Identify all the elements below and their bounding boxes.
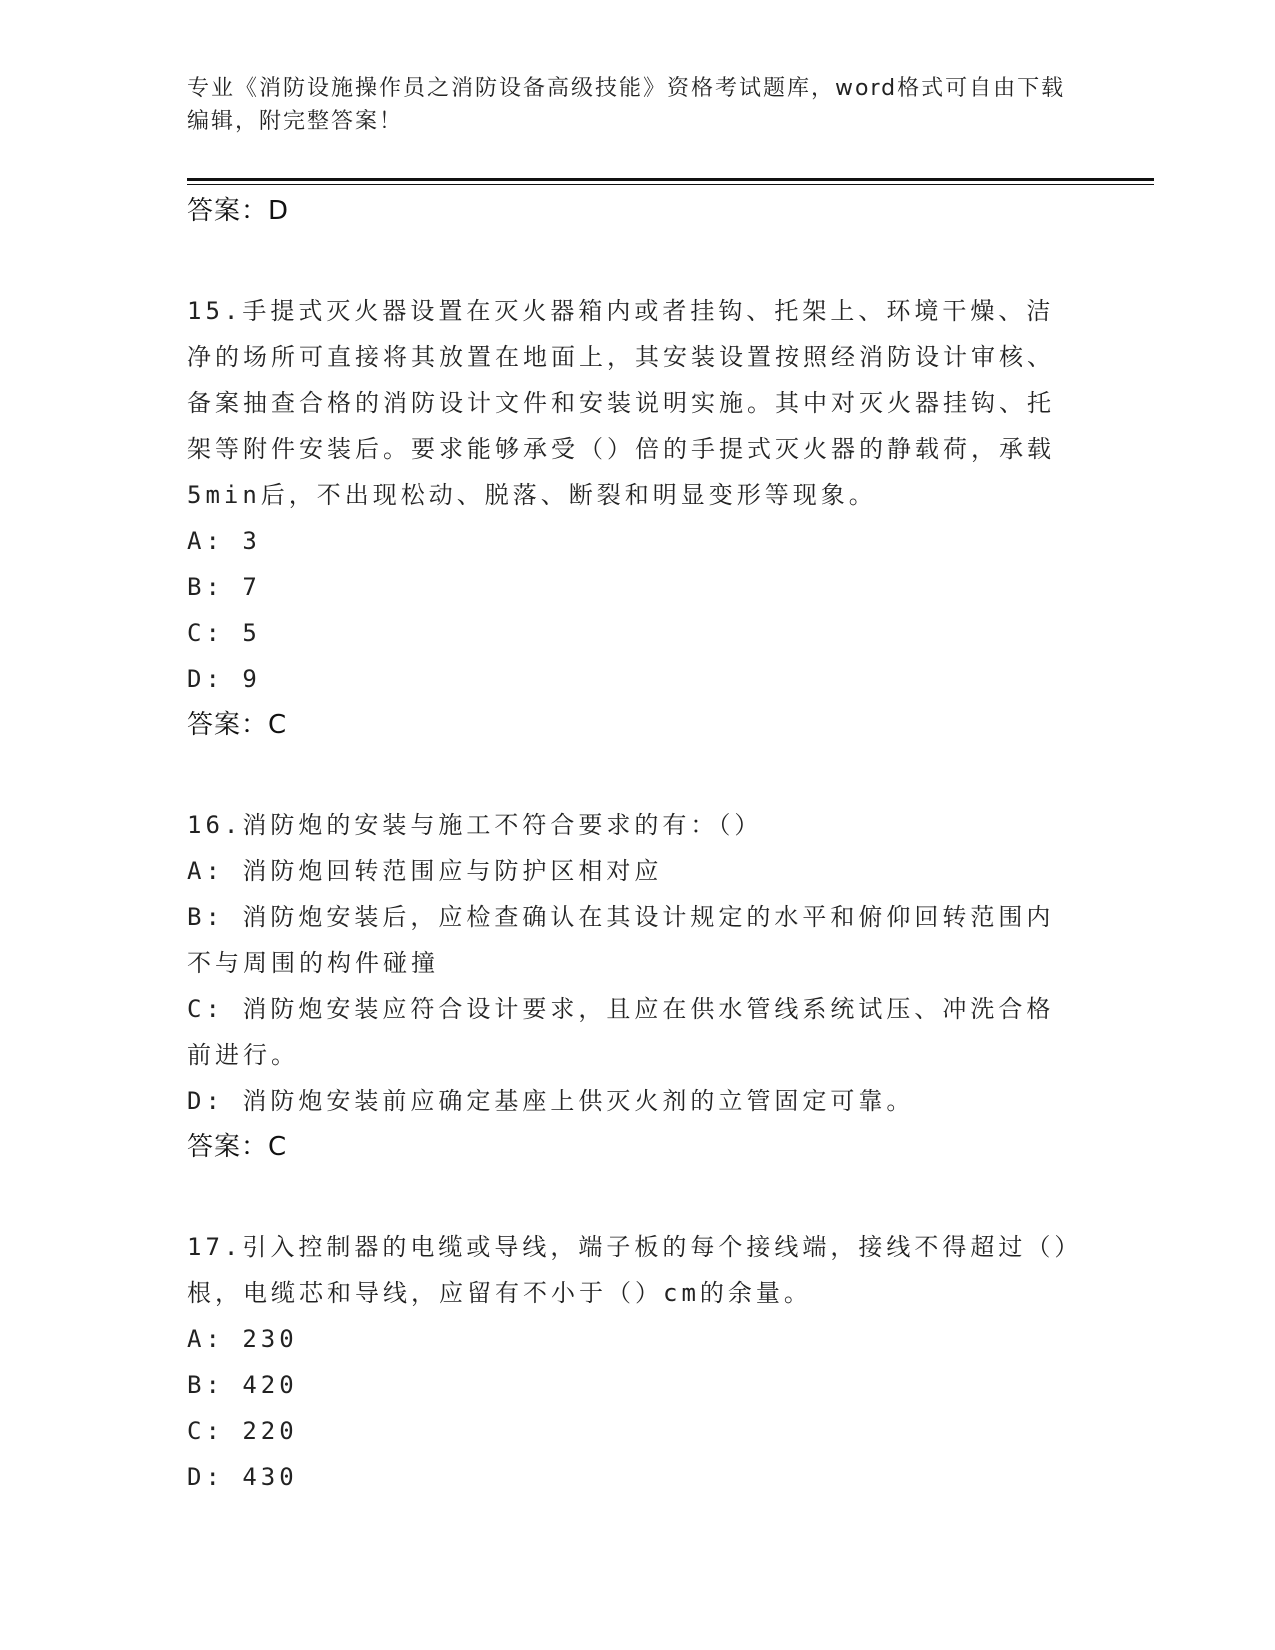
question-stem: 16.消防炮的安装与施工不符合要求的有：（） [187,811,763,839]
option-a: A: 230 [187,1325,298,1353]
option-d: D: 9 [187,665,261,693]
option-b: B: 420 [187,1371,298,1399]
spacer [187,748,1077,802]
option-c: C: 5 [187,619,261,647]
option-a: A: 消防炮回转范围应与防护区相对应 [187,857,663,885]
question-block [187,802,1077,1170]
spacer [187,1170,1077,1224]
option-c: C: 220 [187,1417,298,1445]
option-b: B: 消防炮安装后，应检查确认在其设计规定的水平和俯仰回转范围内不与周围的构件碰撞 [187,903,1055,977]
option-d: D: 消防炮安装前应确定基座上供灭火剂的立管固定可靠。 [187,1087,915,1115]
question-block [187,288,1077,748]
document-body [187,188,1077,1500]
spacer [187,234,1077,288]
question-block [187,1224,1077,1500]
answer-line: 答案：D [187,196,290,226]
option-a: A: 3 [187,527,261,555]
answer-line: 答案：C [187,1132,288,1162]
document-header: 专业《消防设施操作员之消防设备高级技能》资格考试题库，word格式可自由下载编辑，附完整答案！ [187,76,1066,134]
header-rule-thick [187,178,1154,181]
question-stem: 15.手提式灭火器设置在灭火器箱内或者挂钩、托架上、环境干燥、洁净的场所可直接将其放置在地面上，其安装设置按照经消防设计审核、备案抽查合格的消防设计文件和安装说明实施。其中对灭火器挂钩、托架等附件安装后。要求能够承受（）倍的手提式灭火器的静载荷，承载5min后，不出现松动、脱落、断裂和明显变形等现象。 [187,297,1055,509]
option-d: D: 430 [187,1463,298,1491]
answer-line: 答案：C [187,710,288,740]
header-rule-thin [187,184,1154,185]
option-b: B: 7 [187,573,261,601]
question-stem: 17.引入控制器的电缆或导线，端子板的每个接线端，接线不得超过（）根，电缆芯和导线，应留有不小于（）cm的余量。 [187,1233,1071,1307]
option-c: C: 消防炮安装应符合设计要求，且应在供水管线系统试压、冲洗合格前进行。 [187,995,1055,1069]
